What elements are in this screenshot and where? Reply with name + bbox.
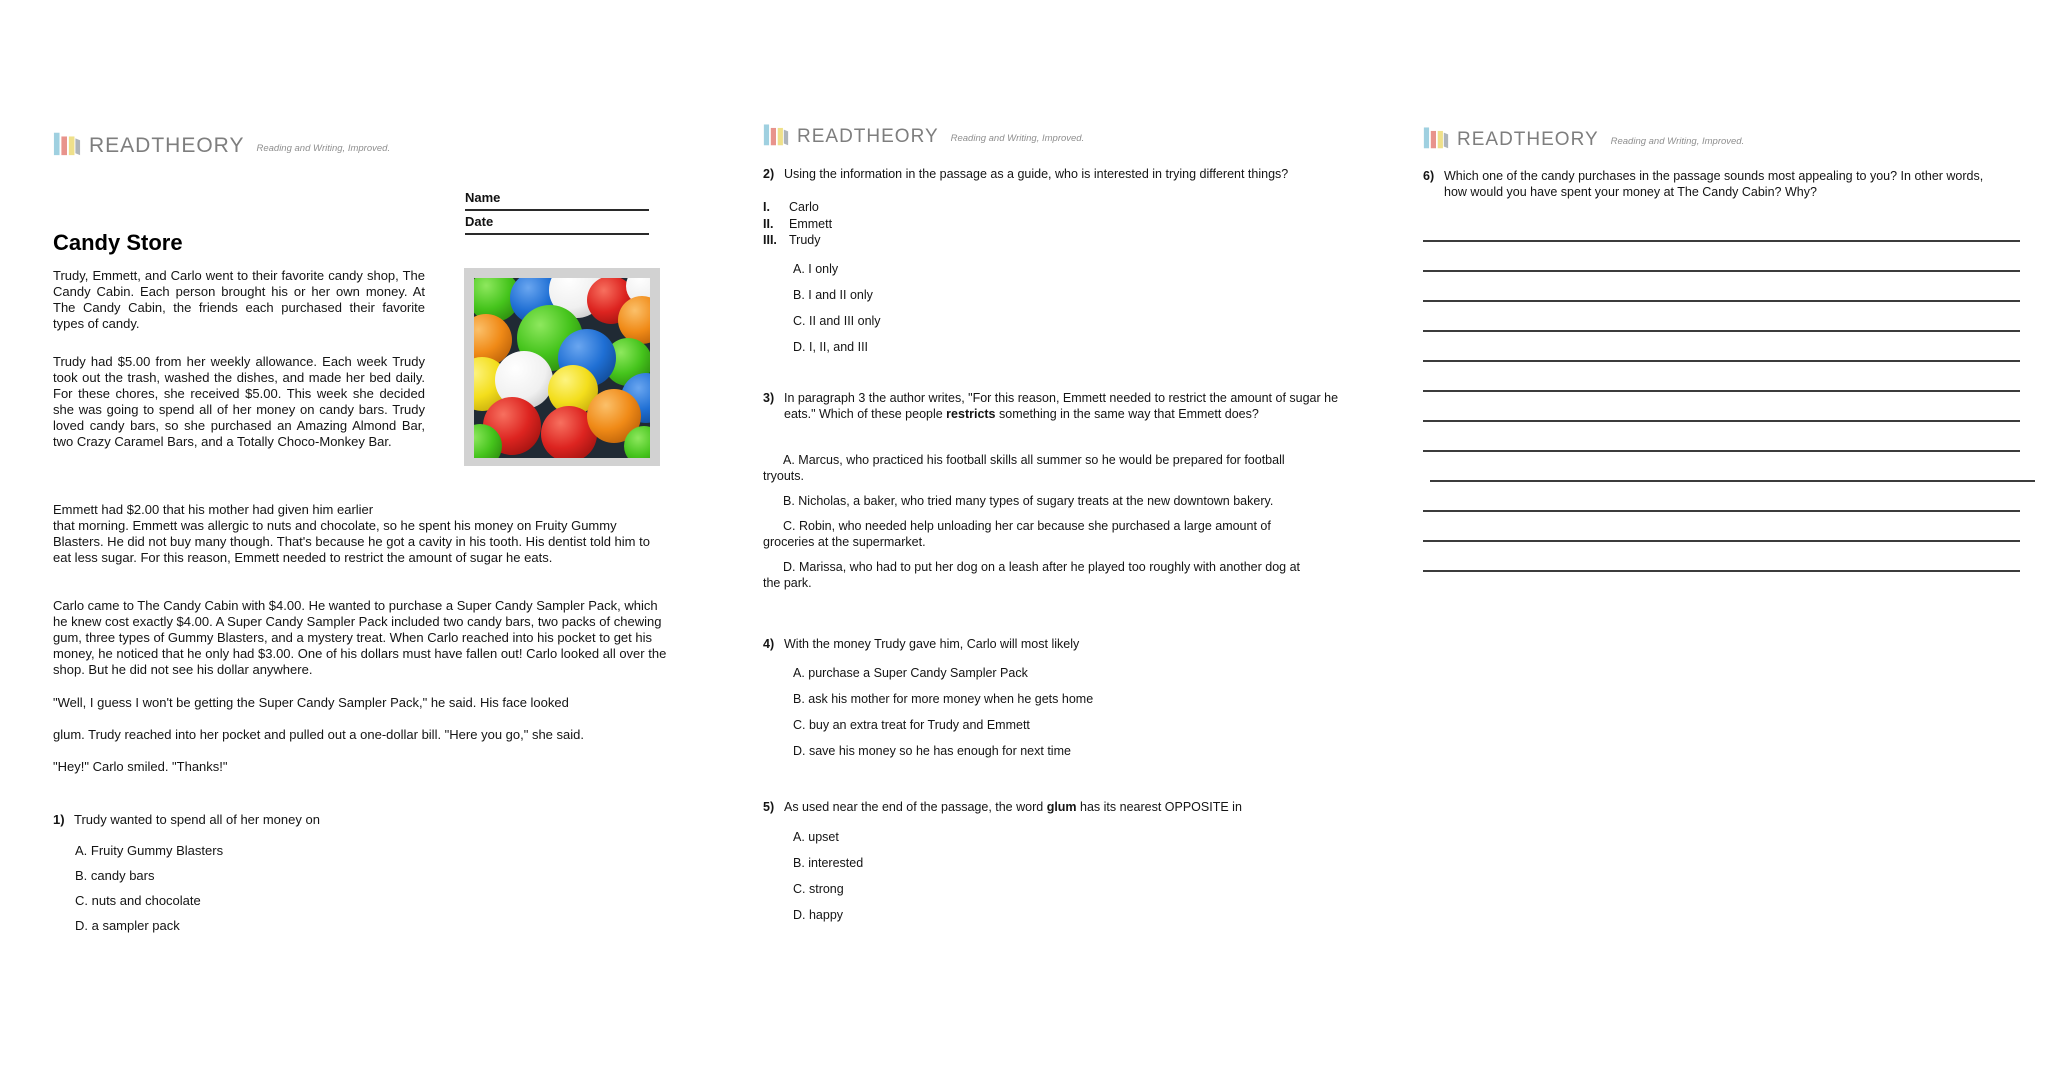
logo-wordmark: READTHEORY (1457, 129, 1599, 150)
answer-line[interactable] (1423, 362, 2020, 392)
logo-tagline: Reading and Writing, Improved. (256, 143, 391, 154)
question-1-option-a: A. Fruity Gummy Blasters (75, 843, 224, 858)
passage-paragraph-6: glum. Trudy reached into her pocket and pulled out a one-dollar bill. "Here you go," she said. (53, 727, 584, 742)
answer-line[interactable] (1423, 392, 2020, 422)
logo-tagline: Reading and Writing, Improved. (1610, 136, 1745, 147)
question-5-text-pre: As used near the end of the passage, the word (784, 800, 1047, 814)
question-4-option-a: A. purchase a Super Candy Sampler Pack (793, 666, 1028, 680)
question-3 (763, 390, 1354, 422)
question-3-option-a: A. Marcus, who practiced his football skills all summer so he would be prepared for football tryouts. (763, 453, 1285, 483)
roman-numeral: II. (763, 216, 774, 231)
question-4-option-c: C. buy an extra treat for Trudy and Emmett (793, 718, 1030, 732)
question-2-option-d: D. I, II, and III (793, 340, 869, 354)
question-3-bold-word: restricts (946, 407, 996, 421)
question-2-option-a: A. I only (793, 262, 839, 276)
question-5-option-c: C. strong (793, 882, 844, 896)
books-logo-icon (1423, 123, 1449, 151)
answer-line[interactable] (1423, 482, 2020, 512)
books-logo-icon (53, 128, 81, 158)
roman-item-3 (763, 232, 832, 249)
question-4-text: With the money Trudy gave him, Carlo will most likely (784, 637, 1080, 651)
answer-line[interactable] (1423, 422, 2020, 452)
passage-paragraph-7: "Hey!" Carlo smiled. "Thanks!" (53, 759, 228, 774)
question-1-option-d: D. a sampler pack (75, 918, 180, 933)
gumballs-photo (464, 268, 660, 466)
question-2-roman-list (763, 199, 832, 249)
passage-paragraph-5: "Well, I guess I won't be getting the Super Candy Sampler Pack," he said. His face looked (53, 695, 569, 710)
answer-line[interactable] (1423, 212, 2020, 242)
question-3-option-d: D. Marissa, who had to put her dog on a leash after he played too roughly with another dog at the park. (763, 560, 1300, 590)
date-field-line[interactable]: Date (465, 214, 649, 235)
question-5 (763, 799, 1403, 815)
question-2-option-b: B. I and II only (793, 288, 873, 302)
answer-line[interactable] (1430, 452, 2035, 482)
paragraph-3-rest: that morning. Emmett was allergic to nuts and chocolate, so he spent his money on Fruity Gummy Blasters. He did not buy many though. That's because he got a cavity in his tooth. His dentist told him to eat less sugar. For this reason, Emmett needed to restrict the amount of sugar he eats. (53, 518, 650, 565)
question-4-number: 4) (763, 637, 775, 651)
passage-paragraph-4: Carlo came to The Candy Cabin with $4.00. He wanted to purchase a Super Candy Sampler Pack, which he knew cost exactly $4.00. A Super Candy Sampler Pack included two candy bars, two packs of chewing gum, three types of Gummy Blasters, and a mystery treat. When Carlo reached into his pocket to get his money, he noticed that he only had $3.00. One of his dollars must have fallen out! Carlo looked all over the shop. But he did not see his dollar anywhere. (53, 598, 667, 677)
answer-line[interactable] (1423, 272, 2020, 302)
question-4-options (793, 667, 1093, 771)
logo-tagline: Reading and Writing, Improved. (950, 133, 1085, 144)
answer-line[interactable] (1423, 542, 2020, 572)
readtheory-logo (763, 120, 1084, 148)
question-3-text-post: something in the same way that Emmett does? (995, 407, 1259, 421)
roman-numeral: III. (763, 233, 777, 247)
question-2-options (793, 263, 881, 367)
question-5-option-d: D. happy (793, 908, 844, 922)
answer-line[interactable] (1423, 332, 2020, 362)
question-6-number: 6) (1423, 169, 1435, 183)
question-5-option-b: B. interested (793, 856, 864, 870)
answer-lines (1423, 212, 2035, 572)
question-2-number: 2) (763, 167, 775, 181)
question-3-option-b: B. Nicholas, a baker, who tried many types of sugary treats at the new downtown bakery. (783, 494, 1274, 508)
question-4-option-b: B. ask his mother for more money when he gets home (793, 692, 1094, 706)
question-2-text: Using the information in the passage as a guide, who is interested in trying different things? (784, 167, 1289, 181)
roman-text: Trudy (789, 233, 821, 247)
roman-text: Carlo (789, 200, 819, 214)
name-date-block (465, 190, 649, 238)
logo-wordmark: READTHEORY (797, 126, 939, 147)
question-3-options (763, 452, 1313, 600)
question-5-number: 5) (763, 800, 775, 814)
question-1-text: Trudy wanted to spend all of her money on (74, 812, 320, 827)
question-1 (53, 812, 653, 828)
books-logo-icon (763, 120, 789, 148)
question-1-number: 1) (53, 812, 65, 827)
question-6-text: Which one of the candy purchases in the passage sounds most appealing to you? In other words, how would you have spent your money at The Candy Cabin? Why? (1444, 169, 1984, 199)
logo-wordmark: READTHEORY (89, 134, 245, 157)
question-4-option-d: D. save his money so he has enough for next time (793, 744, 1071, 758)
readtheory-logo (53, 128, 390, 158)
question-5-options (793, 831, 863, 935)
question-5-bold-word: glum (1046, 800, 1077, 814)
passage-title: Candy Store (53, 230, 183, 255)
passage-paragraph-2: Trudy had $5.00 from her weekly allowance. Each week Trudy took out the trash, washed the dishes, and made her bed daily. For these chores, she received $5.00. This week she decided she was going to spend all of her money on candy bars. Trudy loved candy bars, so she purchased an Amazing Almond Bar, two Crazy Caramel Bars, and a Totally Choco-Monkey Bar. (53, 354, 425, 449)
roman-text: Emmett (789, 216, 833, 231)
question-3-number: 3) (763, 391, 775, 405)
question-5-text-post: has its nearest OPPOSITE in (1076, 800, 1242, 814)
passage-paragraph-3 (53, 502, 667, 566)
worksheet-page-1 (53, 128, 667, 1028)
name-field-line[interactable]: Name (465, 190, 649, 211)
question-5-option-a: A. upset (793, 830, 839, 844)
worksheet-page-3 (1423, 123, 2043, 1023)
question-2 (763, 166, 1403, 182)
question-3-text-pre: In paragraph 3 the author writes, "For this reason, Emmett needed to restrict the amount of sugar he eats." Which of these people (784, 391, 1339, 421)
question-5-text (784, 799, 1242, 815)
answer-line[interactable] (1423, 512, 2020, 542)
question-3-text (784, 390, 1354, 422)
question-1-option-c: C. nuts and chocolate (75, 893, 201, 908)
worksheet-page-2 (763, 120, 1411, 1020)
roman-item-2 (763, 216, 832, 233)
question-2-option-c: C. II and III only (793, 314, 881, 328)
question-6 (1423, 168, 1989, 200)
question-1-options (75, 844, 223, 944)
question-3-option-c: C. Robin, who needed help unloading her car because she purchased a large amount of groceries at the supermarket. (763, 519, 1271, 549)
paragraph-3-first-line: Emmett had $2.00 that his mother had given him earlier (53, 502, 374, 517)
question-1-option-b: B. candy bars (75, 868, 155, 883)
roman-item-1 (763, 199, 832, 216)
answer-line[interactable] (1423, 242, 2020, 272)
passage-paragraph-1: Trudy, Emmett, and Carlo went to their favorite candy shop, The Candy Cabin. Each person brought his or her own money. At The Candy Cabin, the friends each purchased their favorite types of candy. (53, 268, 425, 331)
question-4 (763, 636, 1403, 652)
readtheory-logo (1423, 123, 1744, 151)
answer-line[interactable] (1423, 302, 2020, 332)
roman-numeral: I. (763, 200, 770, 214)
